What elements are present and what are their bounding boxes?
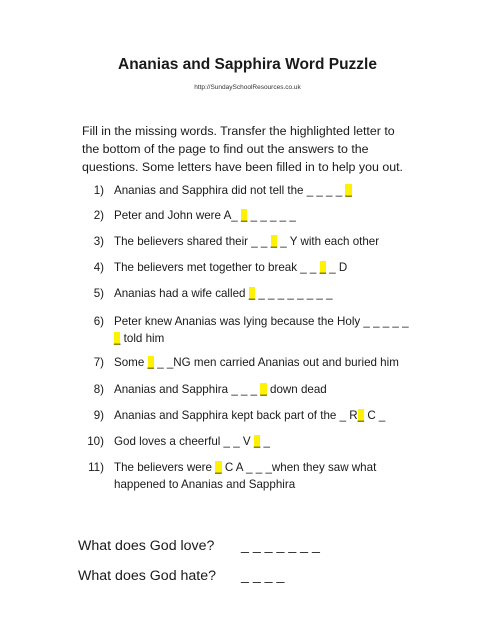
highlighted-blank: _ bbox=[215, 461, 222, 474]
question-text-segment: _ _ _ _ _ _ _ _ bbox=[255, 287, 333, 300]
final-question-label: What does God love? bbox=[78, 538, 215, 554]
question-text bbox=[114, 433, 414, 450]
question-text-segment: Some bbox=[114, 356, 148, 369]
question-text-segment: Ananias had a wife called bbox=[114, 287, 249, 300]
question-text bbox=[114, 207, 414, 224]
source-url: http://SundaySchoolResources.co.uk bbox=[194, 84, 301, 91]
highlighted-blank: _ bbox=[357, 409, 365, 422]
question-text-segment: told him bbox=[120, 332, 165, 345]
question-text-segment: _ D bbox=[326, 261, 348, 274]
question-number: 8) bbox=[93, 383, 104, 396]
question-text bbox=[114, 313, 414, 347]
highlighted-blank: _ bbox=[260, 383, 267, 396]
question-text bbox=[114, 182, 414, 199]
highlighted-blank: _ bbox=[147, 356, 154, 369]
question-text-segment: _ _ _ _ _ bbox=[247, 209, 296, 222]
question-number: 4) bbox=[93, 261, 104, 274]
question-text bbox=[114, 354, 414, 371]
final-answer-blank: _ _ _ _ _ _ _ bbox=[241, 538, 320, 554]
question-text-segment: C _ bbox=[364, 409, 386, 422]
instructions: Fill in the missing words. Transfer the highlighted letter to the bottom of the page to find out the answers to the questions. Some letters have been filled in to help you out. bbox=[82, 124, 403, 174]
highlighted-blank: _ bbox=[114, 332, 121, 345]
question-number: 1) bbox=[93, 184, 104, 197]
question-text-segment: _ Y with each other bbox=[277, 235, 380, 248]
question-number: 6) bbox=[93, 315, 104, 328]
question-number: 10) bbox=[87, 435, 104, 448]
highlighted-blank: _ bbox=[345, 184, 352, 197]
highlighted-blank: _ bbox=[253, 435, 261, 448]
question-number: 11) bbox=[88, 461, 104, 474]
question-text-segment: C A _ _ _when they saw what happened to Ananias and Sapphira bbox=[114, 461, 377, 491]
question-text bbox=[114, 233, 414, 250]
question-text-segment: God loves a cheerful _ _ V bbox=[114, 435, 254, 448]
question-text bbox=[114, 259, 414, 276]
question-text-segment: Peter knew Ananias was lying because the Holy _ _ _ _ _ bbox=[114, 315, 409, 328]
question-number: 7) bbox=[93, 356, 104, 369]
question-number: 9) bbox=[93, 409, 104, 422]
question-number: 5) bbox=[93, 287, 104, 300]
final-answer-blank: _ _ _ _ bbox=[241, 568, 285, 584]
question-number: 2) bbox=[93, 209, 104, 222]
question-text-segment: Ananias and Sapphira kept back part of the _ R bbox=[114, 409, 358, 422]
question-text-segment: down dead bbox=[266, 383, 327, 396]
question-text-segment: The believers were bbox=[114, 461, 216, 474]
highlighted-blank: _ bbox=[270, 235, 278, 248]
question-text-segment: The believers met together to break _ _ bbox=[114, 261, 320, 274]
question-text bbox=[114, 285, 414, 302]
question-text-segment: Ananias and Sapphira _ _ _ bbox=[114, 383, 261, 396]
highlighted-blank: _ bbox=[248, 287, 256, 300]
highlighted-blank: _ bbox=[240, 209, 248, 222]
page-title: Ananias and Sapphira Word Puzzle bbox=[118, 56, 377, 73]
question-text-segment: Ananias and Sapphira did not tell the _ _ _ _ bbox=[114, 184, 346, 197]
question-text bbox=[114, 381, 414, 398]
question-text-segment: _ bbox=[260, 435, 270, 448]
question-text-segment: The believers shared their _ _ bbox=[114, 235, 271, 248]
question-text-segment: _ _NG men carried Ananias out and buried him bbox=[153, 356, 399, 369]
question-number: 3) bbox=[93, 235, 104, 248]
question-text bbox=[114, 407, 414, 424]
question-text-segment: Peter and John were A_ bbox=[114, 209, 241, 222]
highlighted-blank: _ bbox=[319, 261, 327, 274]
question-text bbox=[114, 459, 414, 493]
final-question-label: What does God hate? bbox=[78, 568, 217, 584]
